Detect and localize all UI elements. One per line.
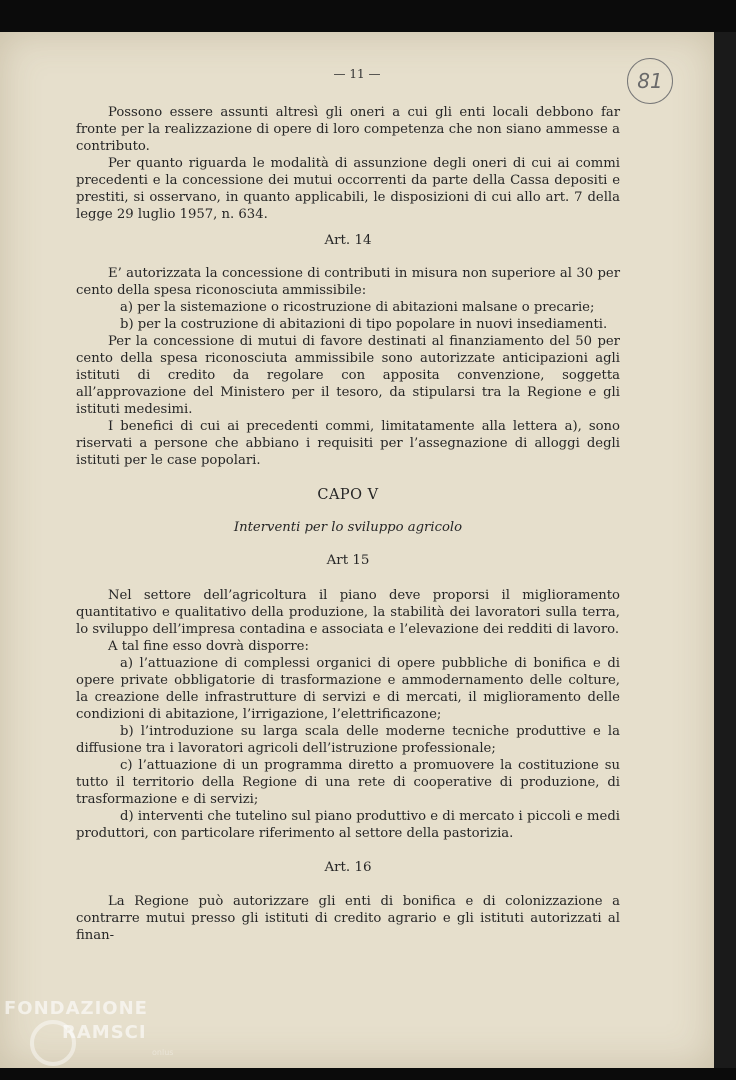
watermark-line1: FONDAZIONE [4, 998, 148, 1019]
article-heading: Art. 14 [324, 233, 372, 248]
paragraph: Per la concessione di mutui di favore destinati al finanziamento del 50 per cento della spesa riconosciuta ammissibile sono autorizzate anticipazioni agli istituti di credito da regolare con apposita convenzione, soggetta all’approvazione del Ministero per il tesoro, da stipularsi tra la Regione e gli istituti medesimi. [76, 334, 620, 417]
watermark-line3: onlus [152, 1048, 174, 1057]
page-number: — 11 — [333, 67, 381, 81]
watermark-logo [4, 998, 204, 1078]
paragraph: La Regione può autorizzare gli enti di bonifica e di colonizzazione a contrarre mutui presso gli istituti di credito agrario e gli istituti autorizzati al finan- [76, 894, 620, 943]
list-item: a) per la sistemazione o ricostruzione di abitazioni malsane o precarie; [120, 300, 595, 315]
article-heading: Art. 16 [324, 860, 372, 875]
article-heading: Art 15 [326, 553, 370, 568]
paragraph: Possono essere assunti altresì gli oneri a cui gli enti locali debbono far fronte per la realizzazione di opere di loro competenza che non siano ammesse a contributo. [76, 105, 620, 154]
list-item: c) l’attuazione di un programma diretto a promuovere la costituzione su tutto il territorio della Regione di una rete di cooperative di produzione, di trasformazione e di servizi; [76, 758, 620, 807]
chapter-subtitle: Interventi per lo sviluppo agricolo [233, 520, 463, 535]
paragraph: I benefici di cui ai precedenti commi, limitatamente alla lettera a), sono riservati a persone che abbiano i requisiti per l’assegnazione di alloggi degli istituti per le case popolari. [76, 419, 620, 468]
archive-stamp: 81 [627, 58, 673, 104]
list-item: b) l’introduzione su larga scala delle moderne tecniche produttive e la diffusione tra i lavoratori agricoli dell’istruzione professionale; [76, 724, 620, 756]
chapter-heading: CAPO V [317, 487, 379, 503]
paragraph: A tal fine esso dovrà disporre: [108, 639, 309, 654]
list-item: b) per la costruzione di abitazioni di tipo popolare in nuovi insediamenti. [120, 317, 608, 332]
paragraph: Nel settore dell’agricoltura il piano deve proporsi il miglioramento quantitativo e qualitativo della produzione, la stabilità dei lavoratori sulla terra, lo sviluppo dell’impresa contadina e associata e l’elevazione dei redditi di lavoro. [76, 588, 620, 637]
body-text [76, 104, 620, 944]
list-item: d) interventi che tutelino sul piano produttivo e di mercato i piccoli e medi produttori, con particolare riferimento al settore della pastorizia. [76, 809, 620, 841]
watermark-line2: RAMSCI [62, 1022, 147, 1043]
paragraph: E’ autorizzata la concessione di contributi in misura non superiore al 30 per cento della spesa riconosciuta ammissibile: [76, 266, 620, 298]
paragraph: Per quanto riguarda le modalità di assunzione degli oneri di cui ai commi precedenti e la concessione dei mutui occorrenti da parte della Cassa depositi e prestiti, si osservano, in quanto applicabili, le disposizioni di cui allo art. 7 della legge 29 luglio 1957, n. 634. [76, 156, 620, 222]
list-item: a) l’attuazione di complessi organici di opere pubbliche di bonifica e di opere private obbligatorie di trasformazione e ammodernamento delle colture, la creazione delle infrastrutture di servizi e di mercati, il miglioramento delle condizioni di abitazione, l’irrigazione, l’elettrificazone; [76, 656, 620, 722]
scan-edge [714, 32, 736, 1068]
